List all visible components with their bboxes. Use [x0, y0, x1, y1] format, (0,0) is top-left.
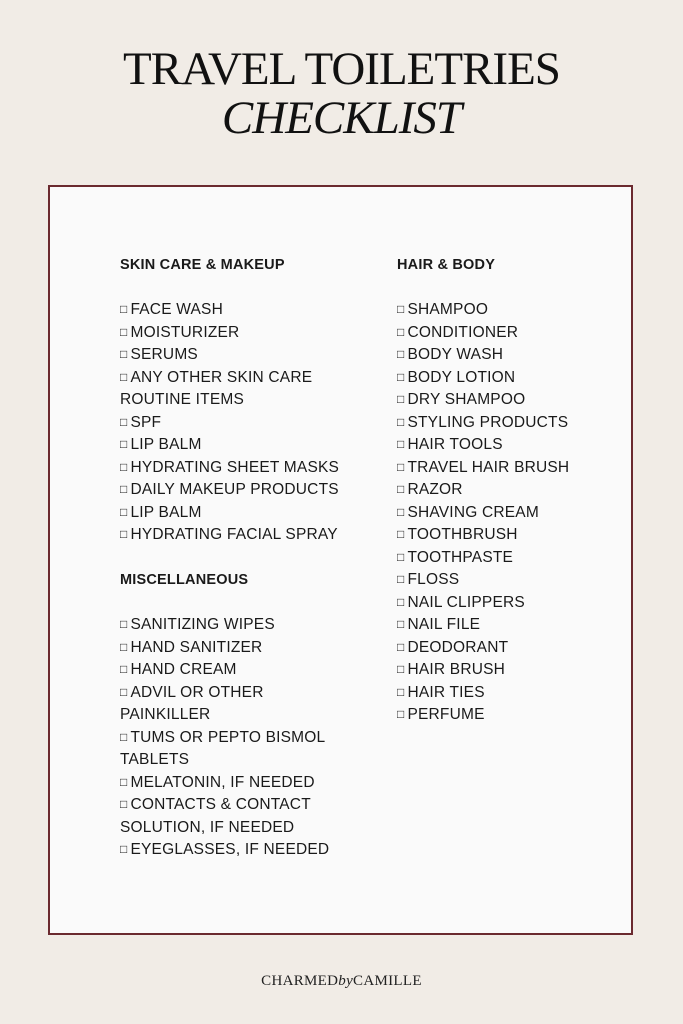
checklist-item-label: DEODORANT [407, 638, 509, 656]
checklist-item-label: SERUMS [130, 346, 198, 363]
checklist-item [120, 682, 355, 727]
checklist-item-label: BODY WASH [407, 346, 504, 363]
checklist-item [120, 727, 355, 772]
checkbox-icon: □ [397, 369, 405, 384]
checklist-item-label: HYDRATING FACIAL SPRAY [130, 526, 338, 543]
checklist-item [120, 659, 355, 682]
checkbox-icon: □ [397, 707, 405, 721]
checkbox-icon: □ [120, 347, 128, 361]
checkbox-icon: □ [120, 662, 128, 676]
checkbox-icon: □ [120, 842, 128, 856]
checklist-item [397, 457, 607, 480]
checklist-item-label: SANITIZING WIPES [130, 616, 275, 633]
checklist-item [397, 704, 607, 727]
checklist-item [120, 299, 355, 322]
right-column [397, 254, 607, 749]
checklist-item [397, 682, 607, 705]
checklist-item [120, 772, 355, 795]
brand-footer [0, 973, 683, 990]
section-heading: HAIR & BODY [397, 257, 496, 273]
checklist-item-label: FLOSS [407, 571, 460, 588]
section-heading: MISCELLANEOUS [120, 572, 249, 588]
brand-name-right: CAMILLE [353, 973, 422, 989]
checklist-item-label: FACE WASH [130, 301, 223, 318]
section-heading: SKIN CARE & MAKEUP [120, 257, 285, 273]
checkbox-icon: □ [397, 437, 405, 451]
checklist-item [397, 412, 607, 435]
checklist-item-label: CONDITIONER [407, 323, 519, 341]
checklist-item-label: DRY SHAMPOO [407, 391, 526, 408]
checklist-item [397, 592, 607, 615]
checklist-item-label: STYLING PRODUCTS [407, 413, 569, 431]
checkbox-icon: □ [120, 482, 128, 496]
checkbox-icon: □ [120, 459, 128, 474]
checklist-item [120, 637, 355, 660]
page-title: TRAVEL TOILETRIES [123, 43, 560, 95]
checklist-item-label: SHAVING CREAM [407, 503, 539, 521]
checklist-item [397, 502, 607, 525]
checklist-item-label: MELATONIN, IF NEEDED [130, 773, 315, 791]
checkbox-icon: □ [120, 774, 128, 789]
checkbox-icon: □ [397, 347, 405, 361]
checklist-item-label: LIP BALM [130, 503, 202, 521]
checklist-item [397, 524, 607, 547]
checkbox-icon: □ [120, 414, 128, 429]
checklist-item [120, 457, 355, 480]
checklist-item-label: TOOTHBRUSH [407, 526, 518, 543]
checkbox-icon: □ [397, 302, 405, 316]
checklist-section [120, 254, 355, 547]
checklist-item-label: EYEGLASSES, IF NEEDED [130, 841, 330, 858]
checkbox-icon: □ [120, 797, 128, 811]
checklist-item-label: TUMS OR PEPTO BISMOL TABLETS [120, 728, 325, 768]
checklist-item-label: ANY OTHER SKIN CARE ROUTINE ITEMS [120, 368, 313, 408]
page-subtitle: CHECKLIST [221, 92, 462, 144]
checklist-item-label: ADVIL OR OTHER PAINKILLER [120, 683, 264, 723]
checkbox-icon: □ [120, 302, 128, 316]
checklist-item [397, 547, 607, 570]
checklist-item [397, 569, 607, 592]
checkbox-icon: □ [397, 662, 405, 676]
checklist-item-label: CONTACTS & CONTACT SOLUTION, IF NEEDED [120, 796, 311, 836]
brand-name-left: CHARMED [261, 973, 339, 989]
checkbox-icon: □ [120, 369, 128, 384]
checklist-item [120, 322, 355, 345]
checkbox-icon: □ [397, 594, 405, 609]
checkbox-icon: □ [397, 504, 405, 519]
checklist-item [397, 389, 607, 412]
checklist-card [48, 185, 633, 935]
checklist-item-label: HAIR BRUSH [407, 661, 506, 678]
checklist-item [397, 614, 607, 637]
checklist-item [120, 479, 355, 502]
checklist-item [397, 434, 607, 457]
checklist-item-label: SHAMPOO [407, 301, 489, 318]
checklist-item-label: NAIL CLIPPERS [407, 593, 525, 611]
checkbox-icon: □ [120, 504, 128, 519]
checklist-item-label: TRAVEL HAIR BRUSH [407, 458, 570, 476]
checklist-item-label: HAND CREAM [130, 661, 237, 678]
checklist-item-label: HAIR TIES [407, 683, 485, 701]
checkbox-icon: □ [397, 392, 405, 406]
checklist-section [120, 569, 355, 862]
checklist-item [120, 614, 355, 637]
checklist-item [397, 637, 607, 660]
checklist-item-label: HAND SANITIZER [130, 638, 263, 656]
checkbox-icon: □ [120, 324, 128, 339]
checkbox-icon: □ [120, 684, 128, 699]
checkbox-icon: □ [397, 572, 405, 586]
checklist-item [397, 299, 607, 322]
checkbox-icon: □ [397, 414, 405, 429]
checkbox-icon: □ [397, 617, 405, 631]
checklist-item-label: PERFUME [407, 706, 485, 723]
checkbox-icon: □ [397, 482, 405, 496]
checklist-item [397, 659, 607, 682]
checklist-item [120, 839, 355, 862]
checkbox-icon: □ [120, 437, 128, 451]
checkbox-icon: □ [120, 527, 128, 541]
checklist-section [397, 254, 607, 727]
checkbox-icon: □ [397, 549, 405, 564]
checkbox-icon: □ [397, 527, 405, 541]
checkbox-icon: □ [397, 459, 405, 474]
checklist-item [397, 479, 607, 502]
checklist-item-label: DAILY MAKEUP PRODUCTS [130, 481, 339, 498]
checkbox-icon: □ [397, 324, 405, 339]
checklist-item-label: LIP BALM [130, 436, 202, 453]
checklist-item [120, 367, 355, 412]
checklist-item-label: RAZOR [407, 481, 463, 498]
checkbox-icon: □ [120, 639, 128, 654]
checklist-item-label: TOOTHPASTE [407, 548, 514, 566]
checklist-item [120, 524, 355, 547]
checkbox-icon: □ [397, 684, 405, 699]
checklist-item-label: HYDRATING SHEET MASKS [130, 458, 340, 476]
checklist-item [120, 434, 355, 457]
checkbox-icon: □ [397, 639, 405, 654]
checklist-item [120, 412, 355, 435]
checklist-item-label: HAIR TOOLS [407, 436, 503, 453]
checklist-item-label: BODY LOTION [407, 368, 516, 386]
checklist-item-label: NAIL FILE [407, 616, 481, 633]
checklist-item [120, 344, 355, 367]
checklist-item-label: SPF [130, 413, 162, 431]
checkbox-icon: □ [120, 729, 128, 744]
checklist-item [397, 344, 607, 367]
left-column [120, 254, 355, 884]
checklist-item-label: MOISTURIZER [130, 323, 240, 341]
checklist-item [397, 367, 607, 390]
checklist-item [397, 322, 607, 345]
brand-by: by [338, 973, 354, 989]
checkbox-icon: □ [120, 617, 128, 631]
checklist-item [120, 794, 355, 839]
checklist-item [120, 502, 355, 525]
